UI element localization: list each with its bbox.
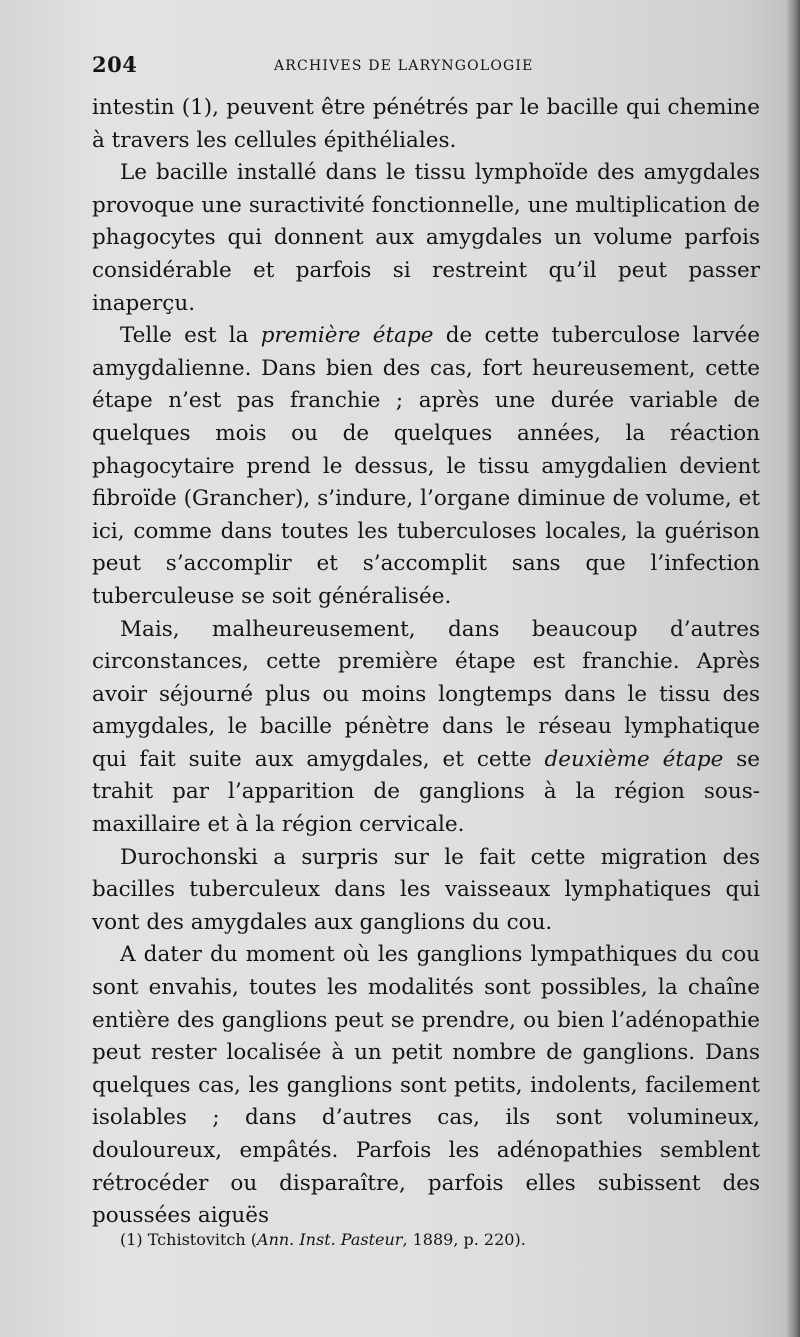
paragraph-4-text-start: Mais, malheureusement, dans beaucoup d’autres circonstances, cette première étape est franchie. Après avoir séjourné plus ou moins longtemps dans le tissu des amygdales, le bacille pénètre dans le réseau lymphatique qui fait suite aux amygdales, et cette [92, 616, 760, 772]
page-edge-shadow [786, 0, 800, 1337]
page-number: 204 [92, 52, 138, 77]
footnote [120, 1228, 720, 1252]
paragraph-3-emphasis: première étape [260, 323, 434, 349]
paragraph-3-text-start: Telle est la [120, 323, 261, 349]
paragraph-2: Le bacille installé dans le tissu lymphoïde des amygdales provoque une suractivité fonctionnelle, une multiplication de phagocytes qui donnent aux amygdales un volume parfois considérable et parfois si restreint qu’il peut passer inaperçu. [92, 160, 760, 316]
paragraph-4-text-end: se trahit par l’apparition de ganglions à la région sous-maxillaire et à la région cervicale. [92, 746, 761, 838]
paragraph-5: Durochonski a surpris sur le fait cette migration des bacilles tuberculeux dans les vaisseaux lymphatiques qui vont des amygdales aux ganglions du cou. [92, 844, 760, 935]
footnote-text-end: , 1889, p. 220). [402, 1230, 526, 1249]
paragraph-6: A dater du moment où les ganglions lympathiques du cou sont envahis, toutes les modalités sont possibles, la chaîne entière des ganglions peut se prendre, ou bien l’adénopathie peut rester localisée à un petit nombre de ganglions. Dans quelques cas, les ganglions sont petits, indolents, facilement isolables ; dans d’autres cas, ils sont volumineux, douloureux, empâtés. Parfois les adénopathies semblent rétrocéder ou disparaître, parfois elles subissent des poussées aiguës [92, 942, 760, 1229]
footnote-emphasis: Ann. Inst. Pasteur [257, 1230, 403, 1249]
footnote-text-start: (1) Tchistovitch ( [120, 1230, 258, 1249]
paragraph-4-emphasis: deuxième étape [544, 746, 724, 772]
paragraph-3-text-end: de cette tuberculose larvée amygdalienne. Dans bien des cas, fort heureusement, cette étape n’est pas franchie ; après une durée variable de quelques mois ou de quelques années, la réaction phagocytaire prend le dessus, le tissu amygdalien devient fibroïde (Grancher), s’indure, l’organe diminue de volume, et ici, comme dans toutes les tuberculoses locales, la guérison peut s’accomplir et s’accomplit sans que l’infection tuberculeuse se soit généralisée. [92, 323, 761, 609]
paragraph-1: intestin (1), peuvent être pénétrés par le bacille qui chemine à travers les cellules épithéliales. [92, 95, 760, 153]
running-title: ARCHIVES DE LARYNGOLOGIE [274, 58, 534, 74]
paragraph-4 [92, 614, 760, 842]
page-header [92, 52, 692, 92]
paragraph-3 [92, 320, 760, 613]
body-text [92, 92, 760, 1233]
